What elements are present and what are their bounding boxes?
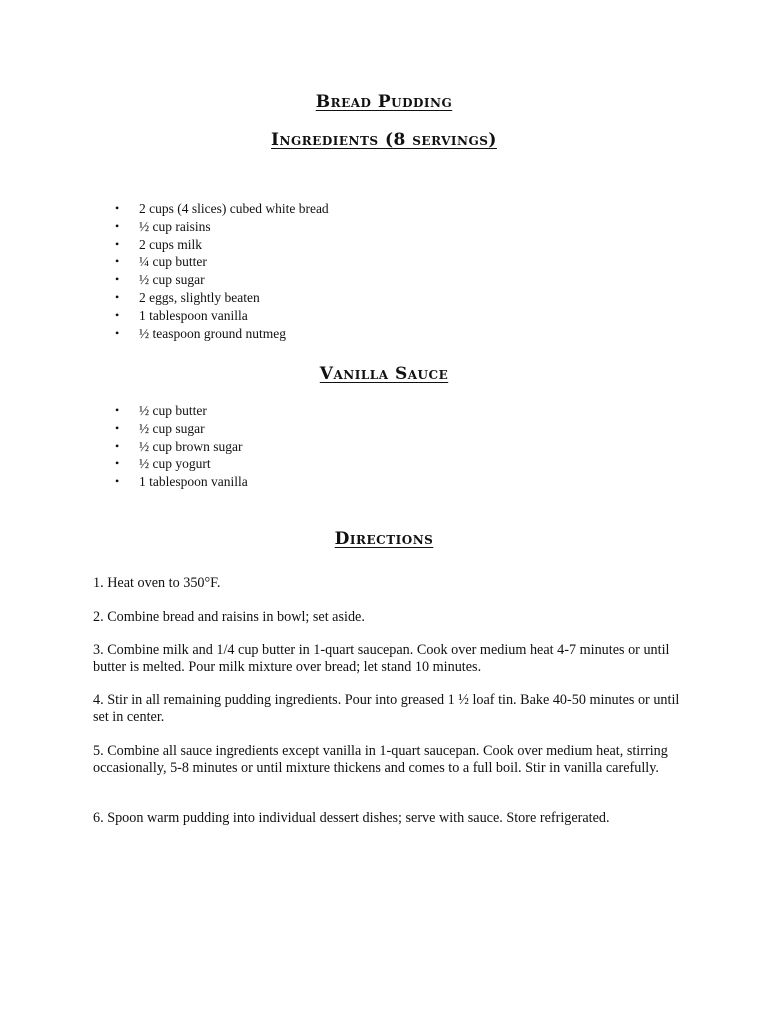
ingredient-item — [0, 218, 329, 236]
sauce-ingredients-list — [0, 402, 248, 491]
ingredient-text: 2 cups (4 slices) cubed white bread — [139, 201, 329, 216]
ingredient-item — [0, 271, 329, 289]
direction-step: 1. Heat oven to 350°F. — [93, 575, 221, 591]
ingredient-item — [0, 289, 329, 307]
ingredient-item — [0, 325, 329, 343]
ingredient-text: 2 cups milk — [139, 236, 202, 252]
ingredient-item — [0, 307, 329, 325]
bullet-icon: • — [115, 420, 120, 435]
bullet-icon: • — [115, 474, 120, 489]
sauce-ingredient-item — [0, 473, 248, 491]
bullet-icon: • — [115, 325, 120, 340]
sauce-ingredient-item — [0, 420, 248, 438]
sauce-ingredient-text: ½ cup butter — [139, 403, 207, 418]
sauce-ingredient-item — [0, 455, 248, 473]
sauce-ingredient-text: 1 tablespoon vanilla — [139, 474, 248, 490]
ingredient-text: ½ cup sugar — [139, 272, 205, 288]
ingredient-text: ½ teaspoon ground nutmeg — [139, 325, 286, 341]
bullet-icon: • — [115, 236, 120, 251]
ingredient-item — [0, 200, 329, 218]
ingredient-text: ¼ cup butter — [139, 254, 207, 270]
sauce-ingredient-item — [0, 438, 248, 456]
direction-step: 2. Combine bread and raisins in bowl; set aside. — [93, 609, 365, 625]
sauce-ingredient-item — [0, 402, 248, 420]
bullet-icon: • — [115, 289, 120, 304]
ingredient-item — [0, 236, 329, 254]
bullet-icon: • — [115, 218, 120, 233]
direction-step: 5. Combine all sauce ingredients except vanilla in 1-quart saucepan. Cook over medium heat, stirring occasionally, 5-8 minutes or until mixture thickens and comes to a full boil. Stir in vanilla carefully. — [93, 743, 668, 776]
directions-heading: Directions — [334, 529, 434, 549]
bullet-icon: • — [115, 254, 120, 269]
ingredients-heading: Ingredients (8 servings) — [271, 130, 497, 150]
ingredient-item — [0, 253, 329, 271]
bullet-icon: • — [115, 201, 120, 215]
bullet-icon: • — [115, 403, 120, 417]
bullet-icon: • — [115, 307, 120, 322]
sauce-heading: Vanilla Sauce — [319, 364, 449, 384]
ingredient-text: 2 eggs, slightly beaten — [139, 289, 260, 305]
direction-step: 4. Stir in all remaining pudding ingredients. Pour into greased 1 ½ loaf tin. Bake 40-50 minutes or until set in center. — [93, 692, 680, 725]
ingredient-text: 1 tablespoon vanilla — [139, 307, 248, 323]
recipe-title: Bread Pudding — [315, 92, 453, 112]
bullet-icon: • — [115, 438, 120, 453]
ingredient-text: ½ cup raisins — [139, 218, 211, 234]
ingredients-list — [0, 200, 329, 342]
direction-step: 3. Combine milk and 1/4 cup butter in 1-quart saucepan. Cook over medium heat 4-7 minutes or until butter is melted. Pour milk mixture over bread; let stand 10 minutes. — [93, 642, 670, 675]
sauce-ingredient-text: ½ cup yogurt — [139, 456, 211, 472]
bullet-icon: • — [115, 272, 120, 287]
sauce-ingredient-text: ½ cup sugar — [139, 420, 205, 436]
bullet-icon: • — [115, 456, 120, 471]
sauce-ingredient-text: ½ cup brown sugar — [139, 438, 243, 454]
direction-step: 6. Spoon warm pudding into individual dessert dishes; serve with sauce. Store refrigerated. — [93, 810, 610, 826]
